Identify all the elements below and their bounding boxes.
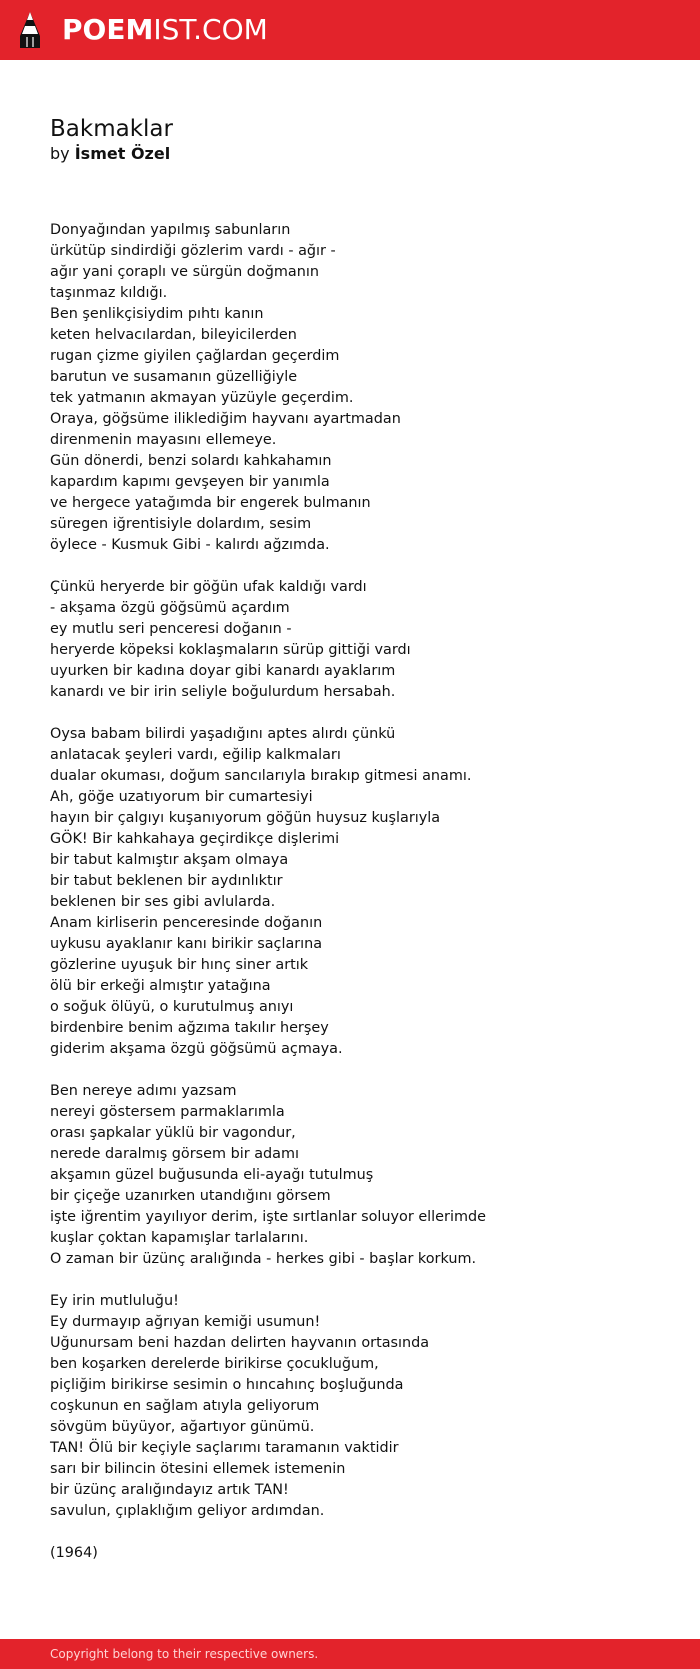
poem-line: giderim akşama özgü göğsümü açmaya.	[50, 1041, 343, 1057]
pencil-tip-icon[interactable]	[19, 10, 41, 50]
poem-author[interactable]: İsmet Özel	[74, 144, 171, 163]
poem-stanza	[50, 577, 670, 703]
poem-container	[50, 114, 670, 1564]
poem-line: ey mutlu seri penceresi doğanın -	[50, 621, 292, 637]
poem-line: o soğuk ölüyü, o kurutulmuş anıyı	[50, 999, 294, 1015]
poem-line: bir çiçeğe uzanırken utandığını görsem	[50, 1188, 331, 1204]
poem-line: sarı bir bilincin ötesini ellemek istemenin	[50, 1461, 346, 1477]
poem-line: Uğunursam beni hazdan delirten hayvanın ortasında	[50, 1335, 430, 1351]
poem-line: Ben şenlikçisiydim pıhtı kanın	[50, 306, 264, 322]
poem-line: Gün dönerdi, benzi solardı kahkahamın	[50, 453, 332, 469]
poem-line: Ben nereye adımı yazsam	[50, 1083, 237, 1099]
poem-line: Oysa babam bilirdi yaşadığını aptes alırdı çünkü	[50, 726, 396, 742]
poem-line: kapardım kapımı gevşeyen bir yanımla	[50, 474, 330, 490]
poem-line: taşınmaz kıldığı.	[50, 285, 168, 301]
poem-line: coşkunun en sağlam atıyla geliyorum	[50, 1398, 320, 1414]
poem-line: savulun, çıplaklığım geliyor ardımdan.	[50, 1503, 325, 1519]
poem-line: bir üzünç aralığındayız artık TAN!	[50, 1482, 289, 1498]
poem-stanza	[50, 1081, 670, 1270]
poem-line: gözlerine uyuşuk bir hınç siner artık	[50, 957, 309, 973]
poem-line: barutun ve susamanın güzelliğiyle	[50, 369, 298, 385]
poem-stanza	[50, 220, 670, 556]
poem-line: hayın bir çalgıyı kuşanıyorum göğün huysuz kuşlarıyla	[50, 810, 441, 826]
poem-line: keten helvacılardan, bileyicilerden	[50, 327, 297, 343]
poem-line: - akşama özgü göğsümü açardım	[50, 600, 290, 616]
poem-line: öylece - Kusmuk Gibi - kalırdı ağzımda.	[50, 537, 330, 553]
poem-line: süregen iğrentisiyle dolardım, sesim	[50, 516, 312, 532]
poem-line: piçliğim birikirse sesimin o hıncahınç boşluğunda	[50, 1377, 404, 1393]
site-footer	[0, 1639, 700, 1669]
poem-line: heryerde köpeksi koklaşmaların sürüp gittiği vardı	[50, 642, 411, 658]
copyright-text: Copyright belong to their respective owners.	[50, 1647, 319, 1661]
poem-line: Ah, göğe uzatıyorum bir cumartesiyi	[50, 789, 313, 805]
poem-line: bir tabut beklenen bir aydınlıktır	[50, 873, 283, 889]
poem-line: birdenbire benim ağzıma takılır herşey	[50, 1020, 329, 1036]
poem-line: O zaman bir üzünç aralığında - herkes gibi - başlar korkum.	[50, 1251, 477, 1267]
poem-line: Ey durmayıp ağrıyan kemiği usumun!	[50, 1314, 321, 1330]
poem-line: beklenen bir ses gibi avlularda.	[50, 894, 276, 910]
poem-line: GÖK! Bir kahkahaya geçirdikçe dişlerimi	[50, 831, 340, 847]
poem-line: direnmenin mayasını ellemeye.	[50, 432, 277, 448]
poem-line: TAN! Ölü bir keçiyle saçlarımı taramanın vaktidir	[50, 1440, 399, 1456]
poem-line: orası şapkalar yüklü bir vagondur,	[50, 1125, 296, 1141]
poem-line: kuşlar çoktan kapamışlar tarlalarını.	[50, 1230, 309, 1246]
poem-line: kanardı ve bir irin seliyle boğulurdum hersabah.	[50, 684, 396, 700]
poem-line: nerede daralmış görsem bir adamı	[50, 1146, 299, 1162]
logo-light-text: IST.COM	[153, 13, 268, 46]
poem-line: Ey irin mutluluğu!	[50, 1293, 179, 1309]
poem-line: rugan çizme giyilen çağlardan geçerdim	[50, 348, 340, 364]
poem-title: Bakmaklar	[50, 116, 173, 142]
poem-line: ağır yani çoraplı ve sürgün doğmanın	[50, 264, 319, 280]
poem-line: Anam kirliserin penceresinde doğanın	[50, 915, 323, 931]
poem-line: tek yatmanın akmayan yüzüyle geçerdim.	[50, 390, 354, 406]
poem-line: işte iğrentim yayılıyor derim, işte sırtlanlar soluyor ellerimde	[50, 1209, 486, 1225]
poem-line: uyurken bir kadına doyar gibi kanardı ayaklarım	[50, 663, 396, 679]
poem-line: ve hergece yatağımda bir engerek bulmanın	[50, 495, 371, 511]
logo-bold-text: POEM	[62, 13, 154, 46]
poem-line: anlatacak şeyleri vardı, eğilip kalkmaları	[50, 747, 341, 763]
poem-line: ben koşarken derelerde birikirse çocukluğum,	[50, 1356, 379, 1372]
poem-stanza	[50, 1291, 670, 1522]
poem-body	[50, 220, 670, 1522]
poem-line: Çünkü heryerde bir göğün ufak kaldığı vardı	[50, 579, 367, 595]
poem-stanza	[50, 724, 670, 1060]
poem-line: akşamın güzel buğusunda eli-ayağı tutulmuş	[50, 1167, 374, 1183]
poem-line: uykusu ayaklanır kanı birikir saçlarına	[50, 936, 323, 952]
poem-line: Oraya, göğsüme iliklediğim hayvanı ayartmadan	[50, 411, 401, 427]
poem-line: sövgüm büyüyor, ağartıyor günümü.	[50, 1419, 315, 1435]
poem-date: (1964)	[50, 1545, 98, 1561]
site-logo[interactable]	[62, 14, 268, 46]
poem-byline	[50, 144, 670, 164]
poem-line: bir tabut kalmıştır akşam olmaya	[50, 852, 289, 868]
byline-prefix: by	[50, 144, 70, 163]
poem-line: nereyi göstersem parmaklarımla	[50, 1104, 285, 1120]
poem-line: dualar okuması, doğum sancılarıyla bırakıp gitmesi anamı.	[50, 768, 472, 784]
site-header	[0, 0, 700, 60]
poem-line: Donyağından yapılmış sabunların	[50, 222, 291, 238]
poem-line: ölü bir erkeği almıştır yatağına	[50, 978, 271, 994]
poem-line: ürkütüp sindirdiği gözlerim vardı - ağır -	[50, 243, 336, 259]
